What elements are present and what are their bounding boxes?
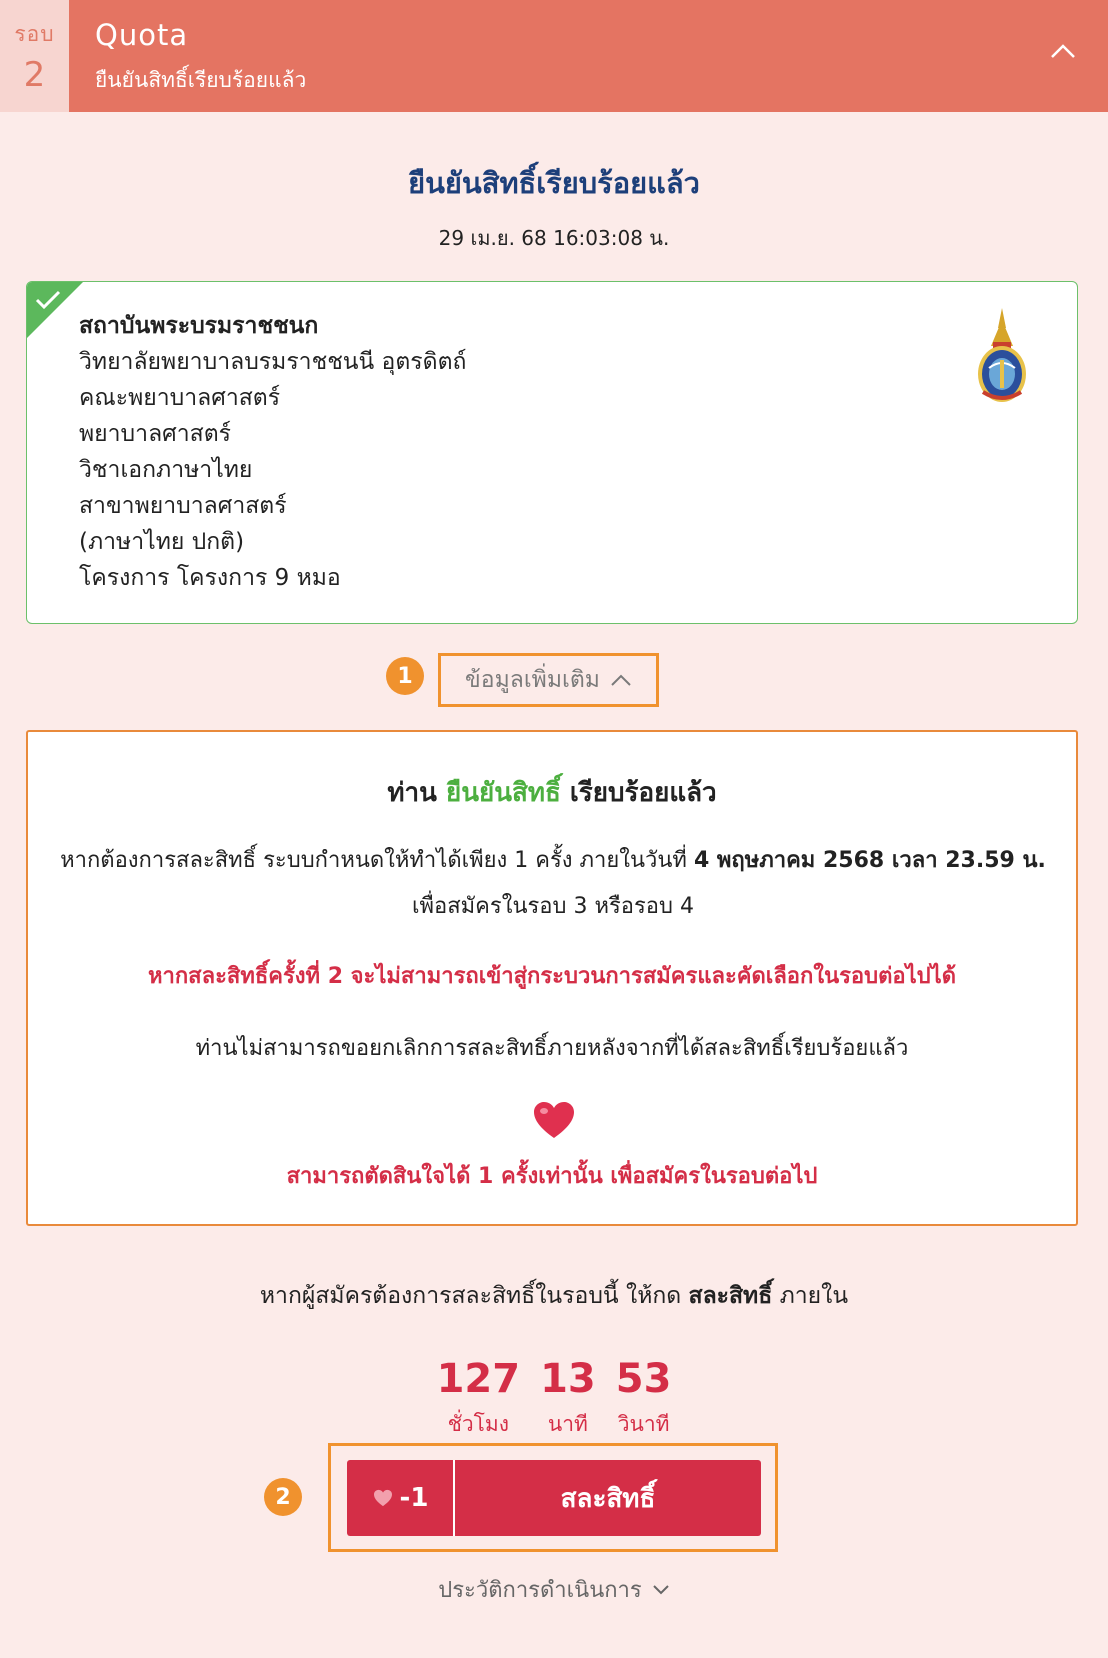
program-line: คณะพยาบาลศาสตร์ xyxy=(79,385,281,411)
round-indicator xyxy=(0,0,69,112)
program-line: พยาบาลศาสตร์ xyxy=(79,421,232,447)
more-info-button[interactable] xyxy=(438,653,659,707)
countdown-seconds xyxy=(616,1356,672,1441)
seconds-label: วินาที xyxy=(617,1412,670,1436)
header-main[interactable] xyxy=(69,0,1108,112)
history-label: ประวัติการดำเนินการ xyxy=(438,1578,642,1603)
status-title: ยืนยันสิทธิ์เรียบร้อยแล้ว xyxy=(408,166,700,200)
program-line: สาขาพยาบาลศาสตร์ xyxy=(79,493,287,519)
deadline-paragraph xyxy=(58,838,1048,930)
institution-name: สถาบันพระบรมราชชนก xyxy=(79,313,319,339)
header-subtitle: ยืนยันสิทธิ์เรียบร้อยแล้ว xyxy=(95,68,307,92)
top-header[interactable] xyxy=(0,0,1108,112)
heart-icon xyxy=(532,1100,576,1140)
seconds-value: 53 xyxy=(615,1356,672,1402)
minutes-label: นาที xyxy=(547,1412,588,1436)
waive-counter[interactable] xyxy=(347,1460,455,1536)
para-deadline: 4 พฤษภาคม 2568 เวลา 23.59 น. xyxy=(693,848,1046,873)
chevron-up-icon xyxy=(610,673,632,687)
waive-counter-value: -1 xyxy=(399,1483,429,1513)
header-title: Quota xyxy=(95,18,189,52)
program-line: โครงการ โครงการ 9 หมอ xyxy=(79,565,341,591)
waive-button-label[interactable]: สละสิทธิ์ xyxy=(455,1460,761,1536)
institution-logo xyxy=(973,308,1031,408)
para-part2: เพื่อสมัครในรอบ 3 หรือรอบ 4 xyxy=(412,894,694,919)
waive-action: สละสิทธิ์ xyxy=(688,1283,773,1309)
note-text: ท่านไม่สามารถขอยกเลิกการสละสิทธิ์ภายหลังจากที่ได้สละสิทธิ์เรียบร้อยแล้ว xyxy=(195,1036,909,1061)
history-toggle[interactable] xyxy=(0,1572,1108,1607)
hours-value: 127 xyxy=(436,1356,521,1402)
waive-prefix: หากผู้สมัครต้องการสละสิทธิ์ในรอบนี้ ให้กด xyxy=(259,1283,682,1309)
heading-highlight: ยืนยันสิทธิ์ xyxy=(445,778,561,808)
confirmation-info-box xyxy=(26,730,1078,1226)
heading-prefix: ท่าน xyxy=(387,778,437,808)
countdown-timer xyxy=(0,1356,1108,1441)
countdown-minutes xyxy=(540,1356,596,1441)
step-badge-2: 2 xyxy=(264,1478,302,1516)
waive-button[interactable] xyxy=(347,1460,761,1536)
round-label: รอบ xyxy=(14,21,55,46)
program-card xyxy=(26,281,1078,624)
info-heading xyxy=(28,772,1076,813)
round-number: 2 xyxy=(23,54,46,95)
chevron-up-icon[interactable] xyxy=(1050,38,1076,64)
para-part1: หากต้องการสละสิทธิ์ ระบบกำหนดให้ทำได้เพียง 1 ครั้ง ภายในวันที่ xyxy=(60,848,687,873)
heart-icon xyxy=(372,1489,394,1507)
waive-action-frame xyxy=(328,1443,778,1552)
waive-suffix: ภายใน xyxy=(779,1283,849,1309)
hours-label: ชั่วโมง xyxy=(447,1412,510,1436)
decision-once-text: สามารถตัดสินใจได้ 1 ครั้งเท่านั้น เพื่อสมัครในรอบต่อไป xyxy=(286,1164,818,1189)
minutes-value: 13 xyxy=(540,1356,596,1402)
step-badge-1: 1 xyxy=(386,657,424,695)
program-details xyxy=(79,308,466,596)
check-icon xyxy=(35,290,61,310)
program-line: วิชาเอกภาษาไทย xyxy=(79,457,253,483)
program-line: วิทยาลัยพยาบาลบรมราชชนนี อุตรดิตถ์ xyxy=(79,349,467,375)
waive-prompt xyxy=(0,1278,1108,1314)
warning-text: หากสละสิทธิ์ครั้งที่ 2 จะไม่สามารถเข้าสู่กระบวนการสมัครและคัดเลือกในรอบต่อไปได้ xyxy=(148,964,956,989)
status-timestamp: 29 เม.ย. 68 16:03:08 น. xyxy=(438,226,670,250)
more-info-label: ข้อมูลเพิ่มเติม xyxy=(465,667,600,693)
countdown-hours xyxy=(437,1356,521,1441)
heading-suffix: เรียบร้อยแล้ว xyxy=(569,778,717,808)
chevron-down-icon xyxy=(652,1584,670,1596)
program-line: (ภาษาไทย ปกติ) xyxy=(79,529,245,555)
